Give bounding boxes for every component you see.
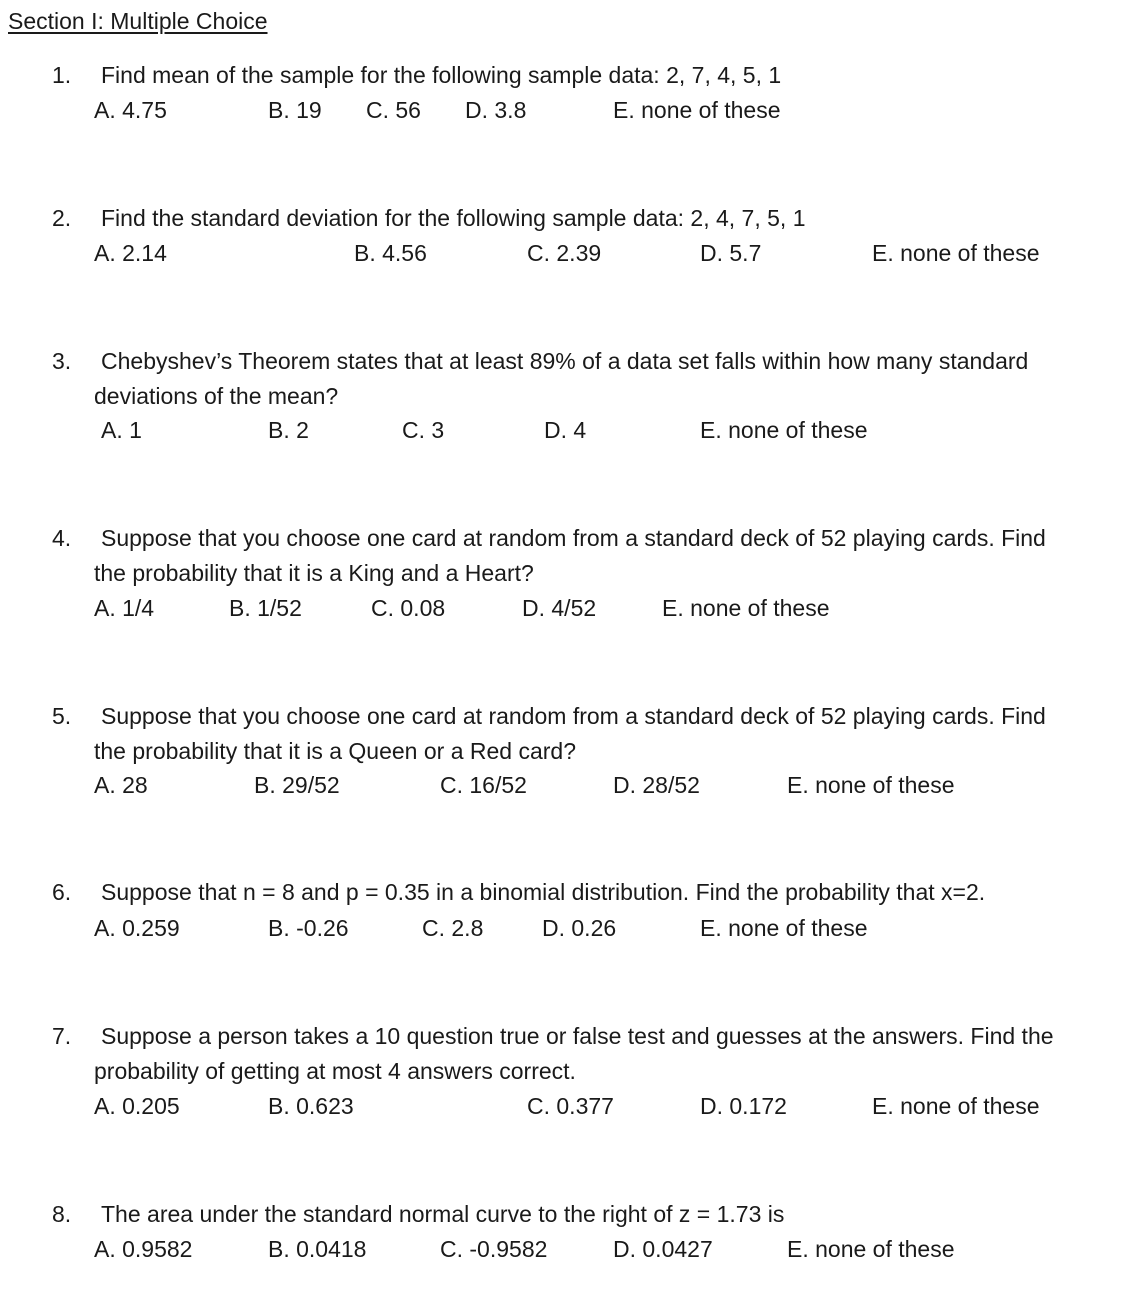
option-c: C. 16/52 bbox=[440, 772, 527, 798]
option-a: A. 4.75 bbox=[94, 97, 167, 123]
option-a: A. 0.205 bbox=[94, 1093, 180, 1119]
option-e: E. none of these bbox=[872, 240, 1040, 266]
option-b: B. 0.623 bbox=[268, 1093, 354, 1119]
option-a: A. 0.9582 bbox=[94, 1236, 193, 1262]
question-text: Suppose that you choose one card at random from a standard deck of 52 playing cards. Find bbox=[101, 525, 1046, 551]
option-c: C. 0.377 bbox=[527, 1093, 614, 1119]
option-d: D. 0.172 bbox=[700, 1093, 787, 1119]
option-d: D. 4/52 bbox=[522, 595, 597, 621]
question-number: 6. bbox=[52, 879, 72, 905]
option-d: D. 0.26 bbox=[542, 915, 617, 941]
question-text: Chebyshev’s Theorem states that at least 89% of a data set falls within how many standard bbox=[101, 348, 1029, 374]
option-d: D. 28/52 bbox=[613, 772, 700, 798]
question-text-continued: the probability that it is a King and a Heart? bbox=[94, 560, 534, 586]
question-number: 7. bbox=[52, 1023, 72, 1049]
option-b: B. 1/52 bbox=[229, 595, 302, 621]
option-e: E. none of these bbox=[700, 915, 868, 941]
question-text-continued: deviations of the mean? bbox=[94, 383, 339, 409]
option-a: A. 2.14 bbox=[94, 240, 167, 266]
option-c: C. 2.8 bbox=[422, 915, 484, 941]
question-text: Suppose that n = 8 and p = 0.35 in a binomial distribution. Find the probability that x=2. bbox=[101, 879, 986, 905]
option-e: E. none of these bbox=[787, 1236, 955, 1262]
option-a: A. 28 bbox=[94, 772, 148, 798]
option-d: D. 3.8 bbox=[465, 97, 527, 123]
option-e: E. none of these bbox=[613, 97, 781, 123]
question-text: Suppose a person takes a 10 question true or false test and guesses at the answers. Find the bbox=[101, 1023, 1054, 1049]
option-c: C. 2.39 bbox=[527, 240, 602, 266]
question-text: Find the standard deviation for the following sample data: 2, 4, 7, 5, 1 bbox=[101, 205, 806, 231]
question-number: 1. bbox=[52, 62, 72, 88]
question-text-continued: probability of getting at most 4 answers correct. bbox=[94, 1058, 576, 1084]
option-b: B. 4.56 bbox=[354, 240, 427, 266]
question-text-continued: the probability that it is a Queen or a Red card? bbox=[94, 738, 577, 764]
option-d: D. 0.0427 bbox=[613, 1236, 713, 1262]
question-text: Suppose that you choose one card at random from a standard deck of 52 playing cards. Find bbox=[101, 703, 1046, 729]
question-number: 5. bbox=[52, 703, 72, 729]
question-text: Find mean of the sample for the following sample data: 2, 7, 4, 5, 1 bbox=[101, 62, 782, 88]
option-d: D. 5.7 bbox=[700, 240, 762, 266]
option-a: A. 1/4 bbox=[94, 595, 155, 621]
option-e: E. none of these bbox=[787, 772, 955, 798]
question-number: 3. bbox=[52, 348, 72, 374]
option-b: B. 2 bbox=[268, 417, 309, 443]
option-e: E. none of these bbox=[700, 417, 868, 443]
option-c: C. 3 bbox=[402, 417, 445, 443]
question-number: 4. bbox=[52, 525, 72, 551]
option-b: B. 19 bbox=[268, 97, 322, 123]
option-a: A. 1 bbox=[101, 417, 142, 443]
option-e: E. none of these bbox=[662, 595, 830, 621]
option-b: B. -0.26 bbox=[268, 915, 349, 941]
option-b: B. 29/52 bbox=[254, 772, 340, 798]
option-e: E. none of these bbox=[872, 1093, 1040, 1119]
option-a: A. 0.259 bbox=[94, 915, 180, 941]
option-b: B. 0.0418 bbox=[268, 1236, 367, 1262]
section-title: Section I: Multiple Choice bbox=[8, 8, 268, 34]
question-number: 8. bbox=[52, 1201, 72, 1227]
option-c: C. 56 bbox=[366, 97, 421, 123]
question-text: The area under the standard normal curve to the right of z = 1.73 is bbox=[101, 1201, 785, 1227]
option-c: C. 0.08 bbox=[371, 595, 446, 621]
option-d: D. 4 bbox=[544, 417, 587, 443]
question-number: 2. bbox=[52, 205, 72, 231]
option-c: C. -0.9582 bbox=[440, 1236, 548, 1262]
